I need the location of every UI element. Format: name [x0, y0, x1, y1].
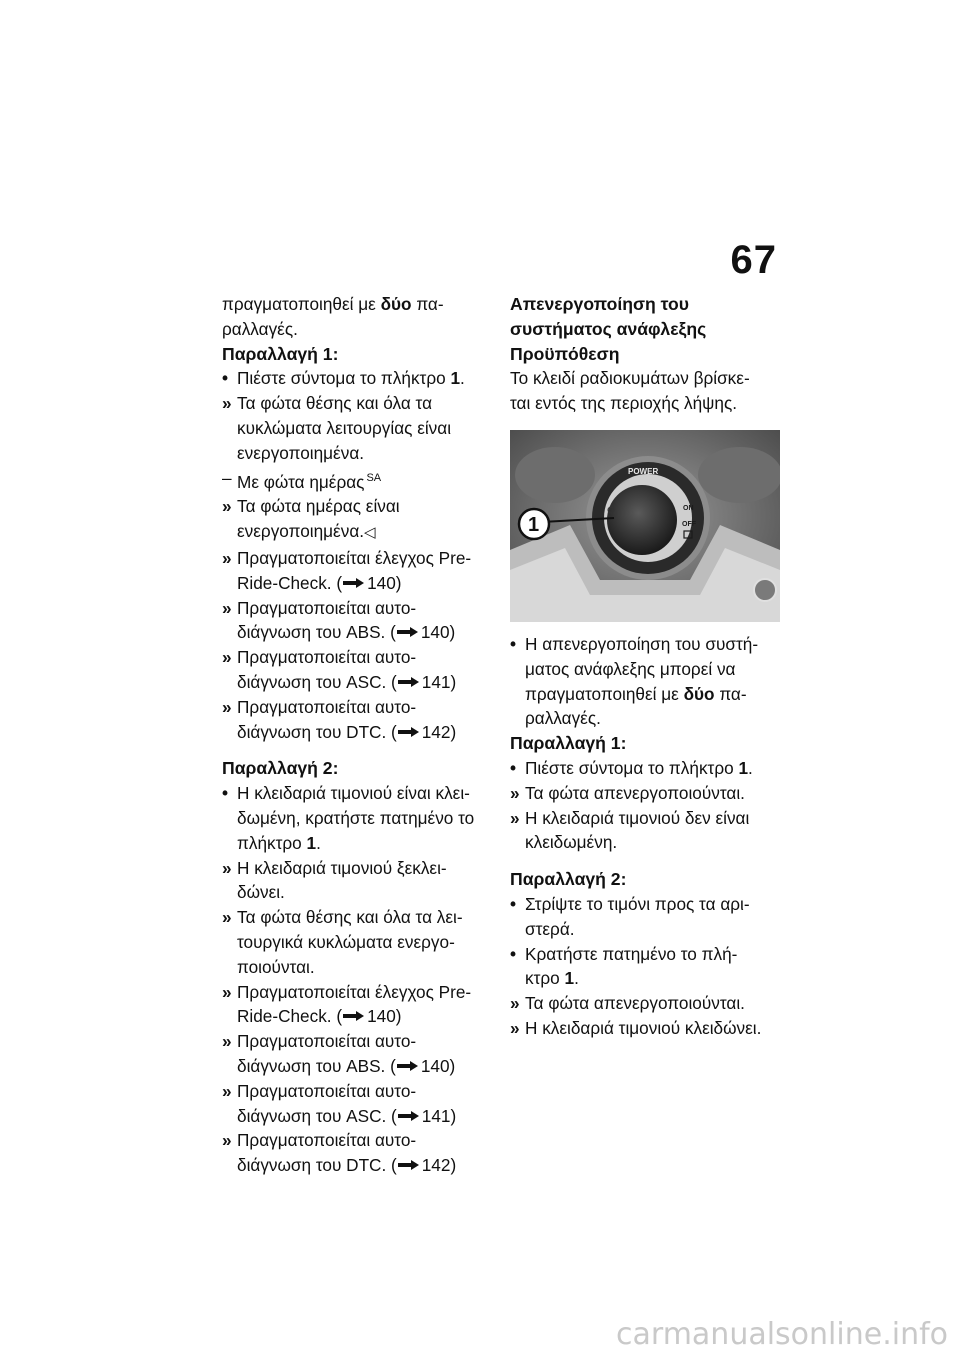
result-marker: »: [222, 393, 232, 414]
result-marker: »: [510, 782, 520, 803]
result-marker: »: [222, 496, 232, 517]
instruction-step: • Η κλειδαριά τιμονιού είναι κλει- δωμένη, κρατήστε πατημένο το πλήκτρο 1.: [222, 783, 475, 853]
right-column: [510, 292, 785, 1041]
page-ref[interactable]: 141: [421, 671, 451, 692]
page-ref[interactable]: 142: [421, 721, 451, 742]
page-ref-arrow-icon: [343, 1011, 365, 1021]
instruction-step: • Στρίψτε το τιμόνι προς τα αρι- στερά.: [510, 893, 750, 939]
bullet-marker: •: [510, 757, 517, 778]
result-item: » Τα φώτα απενεργοποιούνται.: [510, 991, 785, 1016]
bullet-marker: •: [222, 368, 229, 389]
result-marker: »: [222, 597, 232, 618]
result-item: » Τα φώτα θέσης και όλα τα λει- τουργικά κυκλώματα ενεργο- ποιούνται.: [222, 907, 463, 977]
result-item: » Η κλειδαριά τιμονιού κλειδώνει.: [510, 1016, 785, 1041]
result-marker: »: [222, 1080, 232, 1101]
result-item: » Πραγματοποιείται αυτο- διάγνωση του DTC. ( 142): [222, 1130, 457, 1176]
result-marker: »: [222, 696, 232, 717]
left-column: [222, 292, 497, 1178]
result-marker: »: [222, 907, 232, 928]
prerequisite-text: Το κλειδί ραδιοκυμάτων βρίσκε- ται εντός της περιοχής λήψης.: [510, 368, 750, 414]
page-ref[interactable]: 140: [367, 1006, 396, 1027]
result-item: » Η κλειδαριά τιμονιού δεν είναι κλειδωμένη.: [510, 807, 750, 853]
watermark: carmanualsonline.info: [616, 1317, 948, 1352]
page-ref-arrow-icon: [343, 578, 365, 588]
result-item: » Πραγματοποιείται αυτο- διάγνωση του ASC. ( 141): [222, 647, 457, 692]
result-item: » Πραγματοποιείται αυτο- διάγνωση του DTC. ( 142): [222, 696, 457, 742]
page-ref[interactable]: 142: [421, 1155, 451, 1176]
page-ref[interactable]: 140: [367, 572, 396, 593]
page-ref-arrow-icon: [398, 1111, 420, 1121]
result-item: » Τα φώτα ημέρας είναι ενεργοποιημένα.◁: [222, 496, 400, 542]
result-item: » Πραγματοποιείται έλεγχος Pre- Ride-Check. ( 140): [222, 547, 472, 593]
end-triangle-icon: ◁: [364, 524, 376, 542]
variant-1-heading: Παραλλαγή 1:: [222, 343, 339, 364]
page-ref[interactable]: 141: [421, 1105, 451, 1126]
page-number: 67: [730, 238, 777, 282]
result-marker: »: [222, 647, 232, 668]
page-ref[interactable]: 140: [420, 1055, 450, 1076]
result-marker: »: [222, 547, 232, 568]
variant-2-heading: Παραλλαγή 2:: [510, 869, 627, 890]
section-title: Απενεργοποίηση του συστήματος ανάφλεξης: [510, 294, 707, 339]
special-accessory-mark: SA: [366, 471, 382, 484]
result-item: » Τα φώτα θέσης και όλα τα κυκλώματα λειτουργίας είναι ενεργοποιημένα.: [222, 393, 452, 463]
page-ref-arrow-icon: [398, 677, 420, 687]
page-ref-arrow-icon: [398, 727, 420, 737]
result-item: » Η κλειδαριά τιμονιού ξεκλει- δώνει.: [222, 857, 447, 903]
instruction-step: • Πιέστε σύντομα το πλήκτρο 1.: [222, 366, 497, 391]
result-marker: »: [510, 1017, 520, 1038]
bullet-marker: •: [222, 783, 229, 804]
page-ref-arrow-icon: [398, 1160, 420, 1170]
page-ref[interactable]: 140: [420, 622, 450, 643]
condition-item: – Με φώτα ημέρας $^{SA}$: [222, 467, 382, 492]
bullet-marker: •: [510, 633, 517, 654]
result-item: » Πραγματοποιείται αυτο- διάγνωση του ABS. ( 140): [222, 597, 456, 643]
bullet-marker: •: [510, 943, 517, 964]
variant-1-heading: Παραλλαγή 1:: [510, 733, 627, 754]
prerequisite-heading: Προϋπόθεση: [510, 343, 620, 364]
result-item: » Τα φώτα απενεργοποιούνται.: [510, 781, 785, 806]
variant-2-heading: Παραλλαγή 2:: [222, 758, 339, 779]
result-item: » Πραγματοποιείται έλεγχος Pre- Ride-Check. ( 140): [222, 981, 472, 1027]
on-label: ON: [683, 504, 694, 512]
result-item: » Πραγματοποιείται αυτο- διάγνωση του ABS. ( 140): [222, 1031, 456, 1076]
info-bullet: • Η απενεργοποίηση του συστή- ματος ανάφλεξης μπορεί να πραγματοποιηθεί με δύο πα- ραλλαγές.: [510, 633, 759, 729]
power-ring-label: POWER: [628, 466, 659, 476]
result-marker: »: [222, 1031, 232, 1052]
instruction-step: • Κρατήστε πατημένο το πλή- κτρο 1.: [510, 943, 738, 989]
result-marker: »: [222, 857, 232, 878]
result-marker: »: [510, 807, 520, 828]
result-marker: »: [510, 993, 520, 1014]
result-item: » Πραγματοποιείται αυτο- διάγνωση του ASC. ( 141): [222, 1080, 457, 1126]
page-ref-arrow-icon: [397, 627, 419, 637]
intro-text: πραγματοποιηθεί με δύο πα-: [222, 294, 444, 314]
off-label: OFF: [682, 520, 696, 528]
dash-marker: –: [222, 467, 232, 488]
result-marker: »: [222, 1130, 232, 1151]
ignition-button-photo: [510, 430, 780, 622]
page-ref-arrow-icon: [397, 1061, 419, 1071]
instruction-step: • Πιέστε σύντομα το πλήκτρο 1.: [510, 756, 785, 781]
intro-text-line2: ραλλαγές.: [222, 318, 298, 339]
result-marker: »: [222, 981, 232, 1002]
bullet-marker: •: [510, 893, 517, 914]
callout-number: 1: [528, 513, 540, 536]
